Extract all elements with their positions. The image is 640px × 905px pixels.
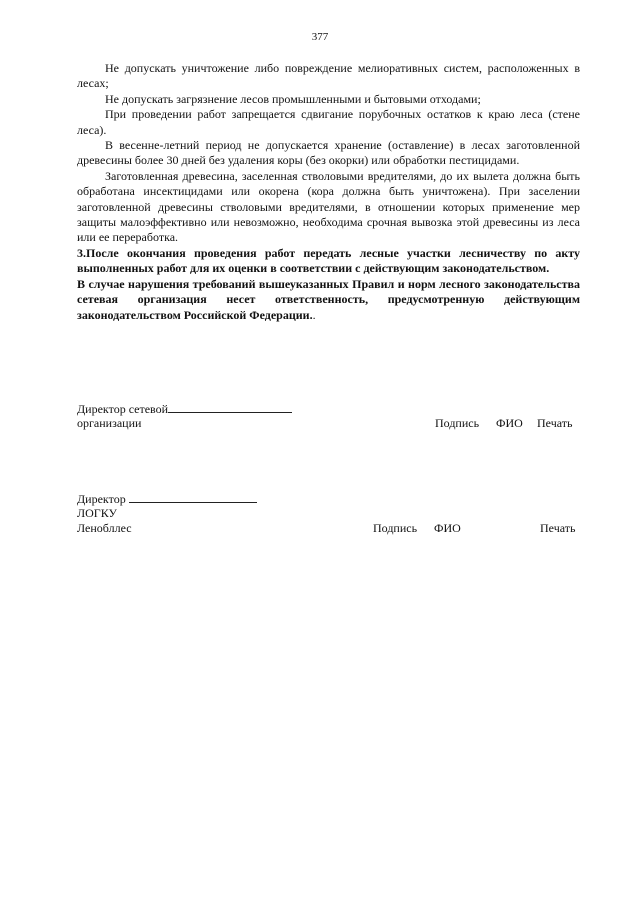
logku-podpis-label: Подпись bbox=[373, 521, 418, 535]
network-podpis-label: Подпись bbox=[435, 416, 480, 430]
logku-pechat-label: Печать bbox=[540, 521, 576, 535]
paragraph-liability-text: В случае нарушения требований вышеуказанных Правил и норм лесного законодательства сетевая организация несет ответственность, предусмотренную действующим законодательством Российской Федерации. bbox=[77, 276, 580, 322]
paragraph-handover: 3.После окончания проведения работ передать лесные участки лесничеству по акту выполненных работ для их оценки в соответствии с действующим законодательством. bbox=[77, 245, 580, 276]
logku-org-name: Ленобллес bbox=[77, 521, 132, 535]
network-director-title: Директор сетевой bbox=[77, 402, 169, 416]
page-number: 377 bbox=[311, 31, 329, 43]
paragraph-melioration: Не допускать уничтожение либо повреждение мелиоративных систем, расположенных в лесах; bbox=[77, 61, 580, 91]
paragraph-pollution: Не допускать загрязнение лесов промышленными и бытовыми отходами; bbox=[105, 91, 481, 106]
paragraph-liability-period: . bbox=[312, 307, 316, 322]
logku-org-label: ЛОГКУ bbox=[77, 506, 118, 520]
logku-fio-label: ФИО bbox=[434, 521, 461, 535]
network-signature-line bbox=[168, 401, 292, 413]
paragraph-pest-treatment: Заготовленная древесина, заселенная стволовыми вредителями, до их вылета должна быть обработана инсектицидами или окорена (кора должна быть уничтожена). При заселении заготовленной древесины стволовыми вредителями, в отношении которых применение мер защиты малоэффективно или невозможно, необходима срочная вывозка этой древесины из леса или ее переработка. bbox=[77, 168, 580, 245]
paragraph-logging-residue: При проведении работ запрещается сдвигание порубочных остатков к краю леса (стене леса). bbox=[77, 107, 580, 137]
logku-signature-line bbox=[129, 491, 257, 503]
signature-block-logku bbox=[77, 491, 580, 536]
document-body bbox=[77, 61, 580, 323]
network-fio-label: ФИО bbox=[496, 416, 523, 430]
signature-block-network bbox=[77, 401, 580, 431]
paragraph-wood-storage: В весенне-летний период не допускается хранение (оставление) в лесах заготовленной древесины более 30 дней без удаления коры (без окорки) или обработки пестицидами. bbox=[77, 138, 580, 168]
logku-director-title: Директор bbox=[77, 492, 126, 506]
network-pechat-label: Печать bbox=[537, 416, 573, 430]
paragraph-liability bbox=[77, 277, 580, 323]
network-organization-label: организации bbox=[77, 416, 142, 430]
